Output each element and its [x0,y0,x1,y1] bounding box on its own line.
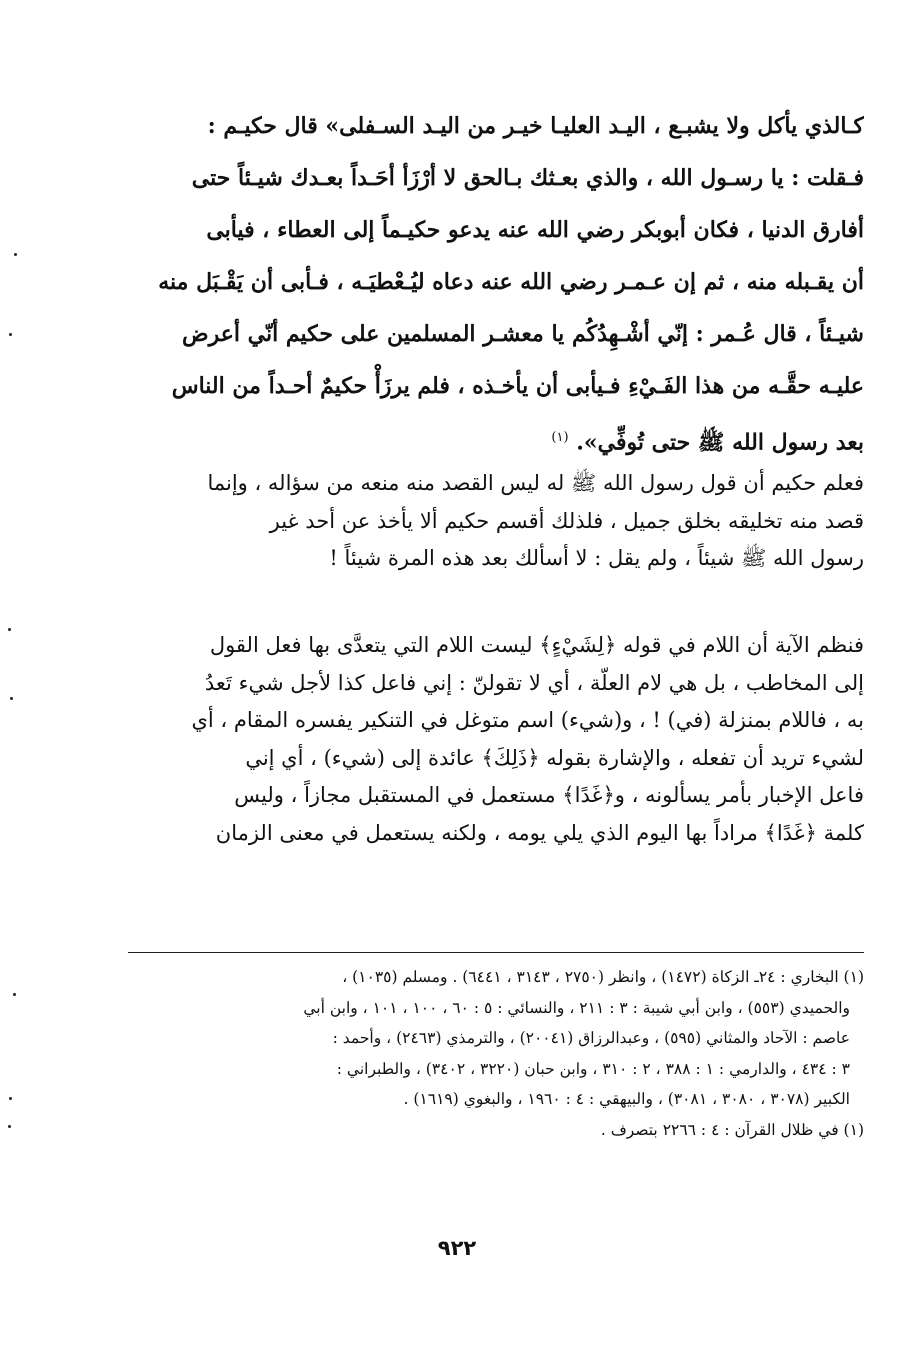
footnote-separator [128,952,864,953]
paragraph-line: به ، فاللام بمنزلة (في) ! ، و(شيء) اسم متوغل في التنكير يفسره المقام ، أي [191,708,864,732]
paragraph-line: قصد منه تخليقه بخلق جميل ، فلذلك أقسم حكيم ألا يأخذ عن أحد غير [269,508,864,533]
paragraph-line: لشيء تريد أن تفعله ، والإشارة بقوله ﴿ذَلِكَ﴾ عائدة إلى (شيء) ، أي إني [245,745,864,770]
footnote-line: (١) في ظلال القرآن : ٤ : ٢٢٦٦ بتصرف . [600,1120,864,1139]
footnote-marker: (١) [551,430,569,445]
footnote-line: عاصم : الآحاد والمثاني (٥٩٥) ، وعبدالرزاق (٢٠٠٤١) ، والترمذي (٢٤٦٣) ، وأحمد : [332,1029,850,1047]
paragraph-line: فاعل الإخبار بأمر يسألونه ، و﴿غَدًا﴾ مستعمل في المستقبل مجازاً ، وليس [234,783,864,807]
paragraph-line: فعلم حكيم أن قول رسول الله ﷺ له ليس القصد منه منعه من سؤاله ، وإنما [207,471,864,495]
footnote-line: والحميدي (٥٥٣) ، وابن أبي شيبة : ٣ : ٢١١ ، والنسائي : ٥ : ٦٠ ، ١٠٠ ، ١٠١ ، وابن أبي [303,998,850,1017]
quote-line: شيـئاً ، قال عُـمر : إنّي أشْـهِدُكُم يا معشـر المسلمين على حكيم أنّي أعرض [182,321,864,347]
footnote-line: ٣ : ٤٣٤ ، والدارمي : ١ : ٣٨٨ ، ٢ : ٣١٠ ، وابن حبان (٣٢٢٠ ، ٣٤٠٢) ، والطبراني : [336,1059,850,1078]
quote-line: أفارق الدنيا ، فكان أبوبكر رضي الله عنه يدعو حكيـماً إلى العطاء ، فيأبى [206,217,864,243]
scan-speck [13,993,16,996]
hadith-quote [128,100,864,468]
quote-line: عليـه حقَّـه من هذا الفَـيْءِ فـيأبى أن يأخـذه ، فلم يرزَأْ حكيمٌ أحـداً من الناس [171,373,864,399]
scan-speck [9,1097,12,1100]
footnote-line: (١) البخاري : ٢٤ـ الزكاة (١٤٧٢) ، وانظر (٢٧٥٠ ، ٣١٤٣ ، ٦٤٤١) . ومسلم (١٠٣٥) ، [342,968,864,986]
scan-speck [9,333,12,336]
body-paragraph-1 [128,465,864,578]
body-paragraph-2 [128,627,864,852]
scan-speck [14,253,17,256]
page-number: ٩٢٢ [437,1236,477,1260]
scan-speck [10,697,13,700]
footnote-line: الكبير (٣٠٧٨ ، ٣٠٨٠ ، ٣٠٨١) ، والبيهقي : ٤ : ١٩٦٠ ، والبغوي (١٦١٩) . [403,1090,850,1108]
scan-speck [8,1125,11,1128]
paragraph-line: كلمة ﴿غَدًا﴾ مراداً بها اليوم الذي يلي يومه ، ولكنه يستعمل في معنى الزمان [215,820,864,845]
quote-line: فـقلت : يا رسـول الله ، والذي بعـثك بـالحق لا أرْزَأ أحَـداً بعـدك شيـئاً حتى [191,165,864,191]
quote-line: كـالذي يأكل ولا يشبـع ، اليـد العليـا خيـر من اليـد السـفلى» قال حكيـم : [207,113,864,139]
paragraph-line: فنظم الآية أن اللام في قوله ﴿لِشَيْءٍ﴾ ليست اللام التي يتعدَّى بها فعل القول [209,633,864,657]
paragraph-line: إلى المخاطب ، بل هي لام العلّة ، أي لا تقولنّ : إني فاعل كذا لأجل شيء تَعدُ [204,670,864,695]
quote-line-text: بعد رسول الله ﷺ حتى تُوفِّي». [576,429,864,456]
scan-speck [8,628,11,631]
quote-line: أن يقـبله منه ، ثم إن عـمـر رضي الله عنه دعاه ليُـعْطيَـه ، فـأبى أن يَقْـبَل منه [158,269,864,295]
quote-last-line [128,412,864,468]
paragraph-line: رسول الله ﷺ شيئاً ، ولم يقل : لا أسألك بعد هذه المرة شيئاً ! [329,546,864,570]
footnotes [128,962,864,1145]
